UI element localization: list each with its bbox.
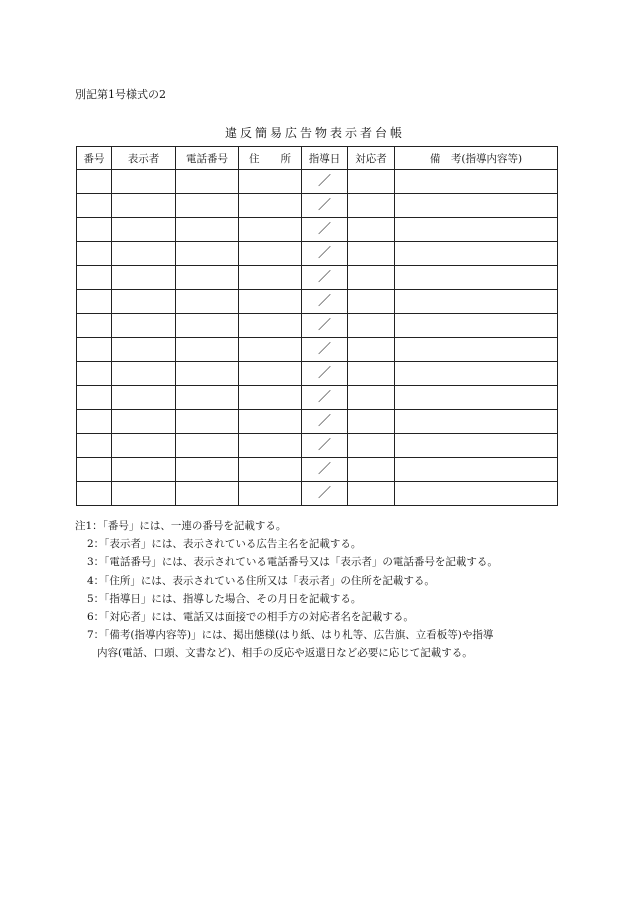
cell-address [239, 242, 302, 266]
cell-advertiser [112, 194, 176, 218]
note-4: 4：「住所」には、表示されている住所又は「表示者」の住所を記載する。 [87, 574, 435, 587]
date-separator-mark: ／ [317, 318, 331, 333]
header-number: 番号 [77, 147, 112, 170]
table-row [77, 218, 558, 242]
cell-address [239, 482, 302, 506]
cell-advertiser [112, 482, 176, 506]
cell-respondent [348, 458, 395, 482]
cell-address [239, 170, 302, 194]
cell-guidance-date [302, 386, 348, 410]
header-address: 住 所 [239, 147, 302, 170]
cell-remarks [395, 458, 558, 482]
cell-remarks [395, 170, 558, 194]
cell-respondent [348, 338, 395, 362]
cell-guidance-date [302, 194, 348, 218]
cell-remarks [395, 338, 558, 362]
table-row [77, 410, 558, 434]
page-title: 違反簡易広告物表示者台帳 [224, 126, 405, 140]
cell-address [239, 434, 302, 458]
cell-guidance-date [302, 266, 348, 290]
note-7: 7：「備考(指導内容等)」には、掲出態様(はり紙、はり札等、広告旗、立看板等)や指導 [87, 629, 494, 642]
date-separator-mark: ／ [317, 366, 331, 381]
cell-number [77, 482, 112, 506]
cell-remarks [395, 386, 558, 410]
cell-advertiser [112, 218, 176, 242]
cell-guidance-date [302, 170, 348, 194]
cell-respondent [348, 386, 395, 410]
cell-guidance-date [302, 290, 348, 314]
cell-advertiser [112, 242, 176, 266]
cell-number [77, 170, 112, 194]
note-3: 3：「電話番号」には、表示されている電話番号又は「表示者」の電話番号を記載する。 [87, 556, 498, 569]
cell-number [77, 458, 112, 482]
cell-respondent [348, 290, 395, 314]
note-6: 6：「対応者」には、電話又は面接での相手方の対応者名を記載する。 [87, 611, 414, 624]
cell-respondent [348, 242, 395, 266]
date-separator-mark: ／ [317, 294, 331, 309]
date-separator-mark: ／ [317, 438, 331, 453]
notes-section [75, 517, 565, 663]
cell-guidance-date [302, 482, 348, 506]
note-1: 注1：「番号」には、一連の番号を記載する。 [75, 520, 287, 532]
cell-phone [176, 386, 239, 410]
cell-address [239, 458, 302, 482]
cell-advertiser [112, 338, 176, 362]
cell-phone [176, 338, 239, 362]
cell-number [77, 290, 112, 314]
cell-advertiser [112, 386, 176, 410]
cell-number [77, 266, 112, 290]
cell-guidance-date [302, 338, 348, 362]
table-row [77, 386, 558, 410]
cell-number [77, 338, 112, 362]
cell-remarks [395, 410, 558, 434]
cell-number [77, 434, 112, 458]
cell-remarks [395, 194, 558, 218]
cell-advertiser [112, 434, 176, 458]
cell-remarks [395, 434, 558, 458]
table-row [77, 434, 558, 458]
cell-phone [176, 266, 239, 290]
cell-advertiser [112, 290, 176, 314]
cell-address [239, 266, 302, 290]
cell-guidance-date [302, 434, 348, 458]
ledger-table [76, 146, 558, 506]
cell-number [77, 314, 112, 338]
cell-guidance-date [302, 362, 348, 386]
cell-advertiser [112, 314, 176, 338]
cell-respondent [348, 194, 395, 218]
table-row [77, 362, 558, 386]
note-2: 2：「表示者」には、表示されている広告主名を記載する。 [87, 538, 362, 551]
cell-number [77, 362, 112, 386]
table-row [77, 458, 558, 482]
cell-number [77, 410, 112, 434]
header-row [77, 147, 558, 170]
table-row [77, 170, 558, 194]
date-separator-mark: ／ [317, 342, 331, 357]
cell-respondent [348, 410, 395, 434]
cell-advertiser [112, 410, 176, 434]
date-separator-mark: ／ [317, 222, 331, 237]
cell-address [239, 218, 302, 242]
date-separator-mark: ／ [317, 174, 331, 189]
table-row [77, 242, 558, 266]
cell-respondent [348, 266, 395, 290]
cell-respondent [348, 314, 395, 338]
cell-respondent [348, 218, 395, 242]
cell-respondent [348, 434, 395, 458]
cell-respondent [348, 482, 395, 506]
cell-address [239, 386, 302, 410]
cell-phone [176, 290, 239, 314]
cell-remarks [395, 314, 558, 338]
cell-phone [176, 170, 239, 194]
cell-number [77, 386, 112, 410]
cell-respondent [348, 170, 395, 194]
cell-address [239, 290, 302, 314]
cell-address [239, 194, 302, 218]
cell-advertiser [112, 170, 176, 194]
cell-advertiser [112, 362, 176, 386]
cell-phone [176, 410, 239, 434]
date-separator-mark: ／ [317, 246, 331, 261]
cell-remarks [395, 362, 558, 386]
table-row [77, 266, 558, 290]
cell-phone [176, 314, 239, 338]
form-label: 別記第1号様式の2 [75, 88, 166, 101]
cell-remarks [395, 482, 558, 506]
cell-phone [176, 362, 239, 386]
cell-guidance-date [302, 242, 348, 266]
cell-number [77, 242, 112, 266]
header-respondent: 対応者 [348, 147, 395, 170]
header-remarks: 備 考(指導内容等) [395, 147, 558, 170]
cell-address [239, 362, 302, 386]
cell-phone [176, 482, 239, 506]
note-7-continued: 内容(電話、口頭、文書など)、相手の反応や返還日など必要に応じて記載する。 [97, 647, 473, 660]
date-separator-mark: ／ [317, 390, 331, 405]
date-separator-mark: ／ [317, 270, 331, 285]
header-guidance-date: 指導日 [302, 147, 348, 170]
header-phone: 電話番号 [176, 147, 239, 170]
cell-phone [176, 242, 239, 266]
cell-address [239, 410, 302, 434]
table-row [77, 314, 558, 338]
cell-advertiser [112, 458, 176, 482]
table-row [77, 194, 558, 218]
cell-address [239, 338, 302, 362]
table-row [77, 290, 558, 314]
date-separator-mark: ／ [317, 486, 331, 501]
cell-number [77, 218, 112, 242]
cell-guidance-date [302, 410, 348, 434]
cell-advertiser [112, 266, 176, 290]
cell-remarks [395, 242, 558, 266]
table-row [77, 338, 558, 362]
cell-remarks [395, 218, 558, 242]
note-5: 5：「指導日」には、指導した場合、その月日を記載する。 [87, 592, 362, 605]
date-separator-mark: ／ [317, 462, 331, 477]
table-row [77, 482, 558, 506]
cell-phone [176, 218, 239, 242]
cell-phone [176, 194, 239, 218]
cell-phone [176, 434, 239, 458]
date-separator-mark: ／ [317, 198, 331, 213]
cell-guidance-date [302, 218, 348, 242]
cell-respondent [348, 362, 395, 386]
cell-guidance-date [302, 458, 348, 482]
cell-guidance-date [302, 314, 348, 338]
cell-remarks [395, 266, 558, 290]
date-separator-mark: ／ [317, 414, 331, 429]
cell-address [239, 314, 302, 338]
cell-phone [176, 458, 239, 482]
cell-number [77, 194, 112, 218]
header-advertiser: 表示者 [112, 147, 176, 170]
cell-remarks [395, 290, 558, 314]
